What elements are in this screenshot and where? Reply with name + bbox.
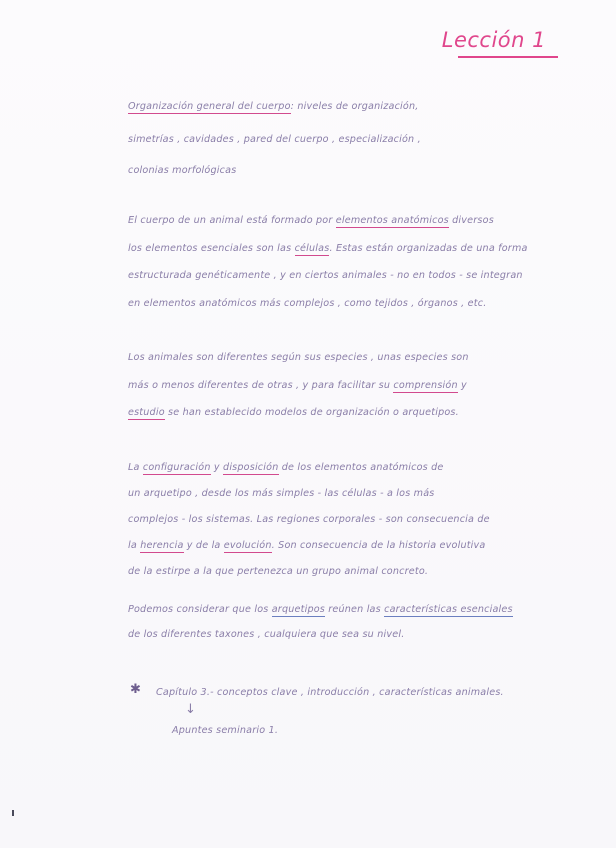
intro-heading-rest: : niveles de organización,: [290, 101, 419, 112]
p3-l1-post: de los elementos anatómicos de: [278, 462, 444, 473]
p3-l1-pre: La: [128, 462, 143, 473]
title-underline: [458, 56, 558, 58]
p2-l3-underlined: estudio: [128, 407, 165, 418]
p3-l1-mid: y: [210, 462, 224, 473]
asterisk-icon: ✱: [130, 682, 141, 697]
p1-line-4: en elementos anatómicos más complejos , como tejidos , órganos , etc.: [128, 298, 487, 309]
p1-line-2: [128, 243, 528, 254]
note-subline: Apuntes seminario 1.: [172, 725, 279, 736]
p3-l4-mid: y de la: [183, 540, 224, 551]
edge-mark: [12, 810, 14, 816]
p3-line-2: un arquetipo , desde los más simples - las células - a los más: [128, 488, 435, 499]
p1-l2-post: . Estas están organizadas de una forma: [329, 243, 528, 254]
p4-line-1: [128, 604, 513, 615]
p2-line-3: [128, 407, 459, 418]
p3-line-3: complejos - los sistemas. Las regiones corporales - son consecuencia de: [128, 514, 490, 525]
p2-line-1: Los animales son diferentes según sus especies , unas especies son: [128, 352, 469, 363]
intro-line-3: colonias morfológicas: [128, 165, 237, 176]
p2-l3-post: se han establecido modelos de organización o arquetipos.: [164, 407, 459, 418]
p3-line-1: [128, 462, 444, 473]
p3-l4-post: . Son consecuencia de la historia evolutiva: [271, 540, 486, 551]
page-title: Lección 1: [441, 28, 546, 52]
p1-l1-post: diversos: [448, 215, 494, 226]
p4-l1-underlined-a: arquetipos: [271, 604, 325, 615]
p4-l1-underlined-b: características esenciales: [384, 604, 513, 615]
p2-l2-pre: más o menos diferentes de otras , y para facilitar su: [128, 380, 394, 391]
arrow-down-icon: ↓: [185, 702, 196, 717]
p2-l2-mid: y: [457, 380, 467, 391]
p1-line-1: [128, 215, 494, 226]
p3-l1-underlined-b: disposición: [223, 462, 279, 473]
p3-l4-pre: la: [128, 540, 141, 551]
note-line: Capítulo 3.- conceptos clave , introducción , características animales.: [156, 687, 504, 698]
p1-l1-pre: El cuerpo de un animal está formado por: [128, 215, 336, 226]
p3-line-4: [128, 540, 486, 551]
p3-l1-underlined-a: configuración: [142, 462, 211, 473]
intro-line-2: simetrías , cavidades , pared del cuerpo , especialización ,: [128, 134, 421, 145]
p2-l2-underlined: comprensión: [393, 380, 458, 391]
p4-l1-pre: Podemos considerar que los: [128, 604, 272, 615]
p1-line-3: estructurada genéticamente , y en ciertos animales - no en todos - se integran: [128, 270, 523, 281]
p2-line-2: [128, 380, 467, 391]
p4-l1-mid: reúnen las: [325, 604, 385, 615]
p3-l4-underlined-b: evolución: [223, 540, 272, 551]
intro-line-1: [128, 101, 419, 112]
p1-l1-underlined: elementos anatómicos: [335, 215, 449, 226]
p1-l2-pre: los elementos esenciales son las: [128, 243, 295, 254]
p3-l4-underlined-a: herencia: [140, 540, 184, 551]
p3-line-5: de la estirpe a la que pertenezca un grupo animal concreto.: [128, 566, 429, 577]
intro-heading: Organización general del cuerpo: [128, 101, 291, 112]
p4-line-2: de los diferentes taxones , cualquiera que sea su nivel.: [128, 629, 405, 640]
p1-l2-underlined: células: [294, 243, 330, 254]
